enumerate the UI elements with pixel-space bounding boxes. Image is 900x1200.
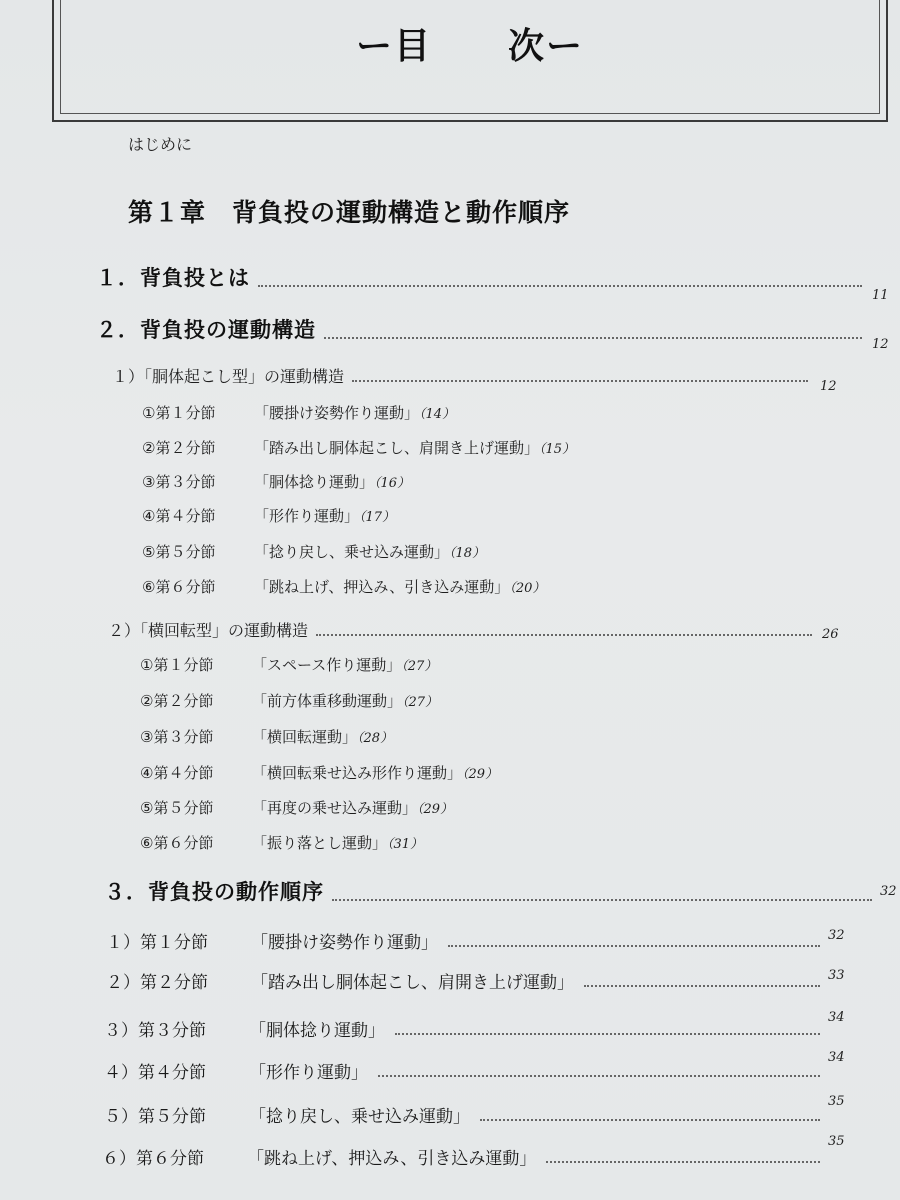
item-title: 「横回転乗せ込み形作り運動」 bbox=[252, 764, 463, 782]
toc-item bbox=[140, 762, 498, 783]
step-title: 「跳ね上げ、押込み、引き込み運動」 bbox=[247, 1149, 537, 1169]
toc-step-6 bbox=[102, 1144, 824, 1169]
step-number: ２）第２分節 bbox=[106, 973, 208, 993]
item-number: ④第４分節 bbox=[142, 507, 216, 525]
item-page: （27） bbox=[402, 695, 439, 710]
item-page: （14） bbox=[419, 407, 456, 422]
item-title: 「形作り運動」 bbox=[254, 507, 360, 525]
item-number: ①第１分節 bbox=[140, 656, 214, 674]
step-title: 「腰掛け姿勢作り運動」 bbox=[251, 933, 438, 953]
section-title: ２．背負投の運動構造 bbox=[96, 317, 316, 342]
item-number: ②第２分節 bbox=[140, 692, 214, 710]
step-number: ３）第３分節 bbox=[104, 1021, 206, 1041]
toc-item bbox=[140, 797, 453, 818]
toc-step-2 bbox=[106, 968, 824, 993]
step-number: ５）第５分節 bbox=[104, 1107, 206, 1127]
dot-leader bbox=[332, 899, 872, 901]
section-page-number: 12 bbox=[872, 337, 889, 352]
item-page: （29） bbox=[417, 802, 454, 817]
item-title: 「捻り戻し、乗せ込み運動」 bbox=[254, 543, 450, 561]
title-frame bbox=[52, 0, 888, 122]
dot-leader bbox=[324, 337, 862, 339]
toc-item bbox=[140, 726, 393, 747]
step-page-number: 33 bbox=[828, 968, 845, 983]
dot-leader bbox=[316, 634, 812, 636]
dot-leader bbox=[480, 1119, 820, 1121]
toc-item bbox=[140, 690, 438, 711]
toc-item bbox=[140, 832, 423, 853]
item-page: （16） bbox=[374, 476, 411, 491]
item-page: （31） bbox=[387, 837, 424, 852]
item-title: 「腰掛け姿勢作り運動」 bbox=[254, 404, 420, 422]
step-page-number: 34 bbox=[828, 1010, 845, 1025]
subsection-page-number: 12 bbox=[820, 379, 837, 394]
toc-subsection-1 bbox=[112, 364, 812, 387]
step-page-number: 32 bbox=[828, 928, 845, 943]
subsection-title: ２）「横回転型」の運動構造 bbox=[108, 621, 309, 640]
step-number: ６）第６分節 bbox=[102, 1149, 204, 1169]
toc-step-4 bbox=[104, 1058, 824, 1083]
toc-step-3 bbox=[104, 1016, 824, 1041]
toc-item bbox=[142, 576, 545, 597]
page-title: ー目 次ー bbox=[355, 26, 584, 67]
item-number: ⑥第６分節 bbox=[142, 578, 216, 596]
item-title: 「横回転運動」 bbox=[252, 728, 358, 746]
item-title: 「胴体捻り運動」 bbox=[254, 473, 375, 491]
step-title: 「捻り戻し、乗せ込み運動」 bbox=[249, 1107, 470, 1127]
item-page: （27） bbox=[401, 659, 438, 674]
toc-item bbox=[140, 654, 437, 675]
item-number: ⑤第５分節 bbox=[142, 543, 216, 561]
item-page: （18） bbox=[449, 546, 486, 561]
dot-leader bbox=[352, 380, 808, 382]
step-title: 「踏み出し胴体起こし、肩開き上げ運動」 bbox=[251, 973, 574, 993]
item-number: ②第２分節 bbox=[142, 439, 216, 457]
toc-item bbox=[142, 437, 575, 458]
item-title: 「前方体重移動運動」 bbox=[252, 692, 403, 710]
item-title: 「スペース作り運動」 bbox=[252, 656, 402, 674]
toc-item bbox=[142, 471, 410, 492]
toc-section-3 bbox=[104, 876, 876, 906]
item-page: （20） bbox=[509, 581, 546, 596]
item-page: （29） bbox=[462, 767, 499, 782]
toc-section-2 bbox=[96, 314, 866, 344]
item-number: ④第４分節 bbox=[140, 764, 214, 782]
subsection-page-number: 26 bbox=[822, 627, 839, 642]
item-page: （17） bbox=[359, 510, 396, 525]
step-page-number: 35 bbox=[828, 1134, 845, 1149]
item-page: （15） bbox=[539, 442, 576, 457]
section-page-number: 32 bbox=[880, 884, 897, 899]
step-page-number: 34 bbox=[828, 1050, 845, 1065]
toc-section-1 bbox=[96, 262, 866, 292]
step-number: １）第１分節 bbox=[106, 933, 208, 953]
item-number: ⑤第５分節 bbox=[140, 799, 214, 817]
item-number: ①第１分節 bbox=[142, 404, 216, 422]
toc-intro: はじめに bbox=[128, 135, 193, 154]
item-number: ③第３分節 bbox=[140, 728, 214, 746]
item-title: 「跳ね上げ、押込み、引き込み運動」 bbox=[254, 578, 510, 596]
toc-subsection-2 bbox=[108, 618, 816, 641]
dot-leader bbox=[395, 1033, 820, 1035]
toc-item bbox=[142, 541, 485, 562]
dot-leader bbox=[546, 1161, 820, 1163]
item-number: ⑥第６分節 bbox=[140, 834, 214, 852]
step-title: 「形作り運動」 bbox=[249, 1063, 368, 1083]
item-title: 「踏み出し胴体起こし、肩開き上げ運動」 bbox=[254, 439, 540, 457]
item-number: ③第３分節 bbox=[142, 473, 216, 491]
dot-leader bbox=[584, 985, 820, 987]
item-title: 「再度の乗せ込み運動」 bbox=[252, 799, 418, 817]
section-page-number: 11 bbox=[872, 288, 889, 303]
dot-leader bbox=[258, 285, 862, 287]
dot-leader bbox=[448, 945, 820, 947]
step-number: ４）第４分節 bbox=[104, 1063, 206, 1083]
item-title: 「振り落とし運動」 bbox=[252, 834, 388, 852]
item-page: （28） bbox=[357, 731, 394, 746]
step-title: 「胴体捻り運動」 bbox=[249, 1021, 385, 1041]
toc-step-5 bbox=[104, 1102, 824, 1127]
toc-item bbox=[142, 505, 395, 526]
dot-leader bbox=[378, 1075, 820, 1077]
section-title: ３．背負投の動作順序 bbox=[104, 879, 324, 904]
toc-item bbox=[142, 402, 455, 423]
toc-step-1 bbox=[106, 928, 824, 953]
chapter-heading: 第１章 背負投の運動構造と動作順序 bbox=[128, 198, 571, 227]
step-page-number: 35 bbox=[828, 1094, 845, 1109]
section-title: １．背負投とは bbox=[96, 265, 250, 290]
subsection-title: １）「胴体起こし型」の運動構造 bbox=[112, 367, 345, 386]
